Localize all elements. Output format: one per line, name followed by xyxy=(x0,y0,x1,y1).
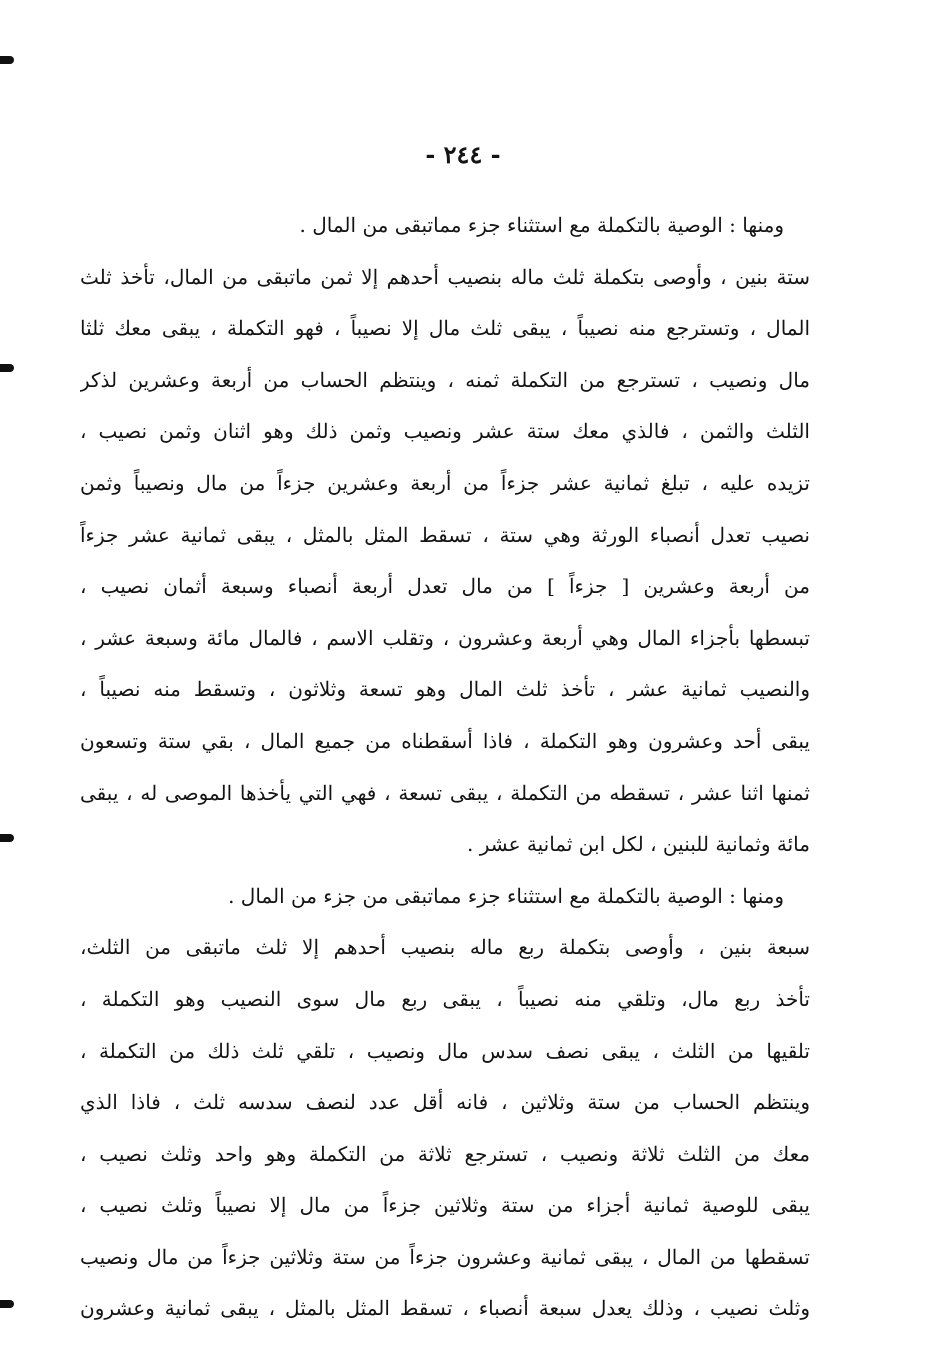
text-line: مائة وثمانية للبنين ، لكل ابن ثمانية عشر . xyxy=(466,832,810,857)
margin-mark-upper xyxy=(0,364,14,372)
page-text xyxy=(80,200,810,1335)
text-line: مال ونصيب ، تسترجع من التكملة ثمنه ، وينتظم الحساب من أربعة وعشرين لذكر xyxy=(80,367,810,392)
text-line: ستة بنين ، وأوصى بتكملة ثلث ماله بنصيب أحدهم إلا ثمن ماتبقى من المال، تأخذ ثلث xyxy=(80,264,810,289)
text-line: الثلث والثمن ، فالذي معك ستة عشر ونصيب وثمن ذلك وهو اثنان وثمن نصيب ، xyxy=(80,419,810,444)
text-line: تلقيها من الثلث ، يبقى نصف سدس مال ونصيب ، تلقي ثلث ذلك من التكملة ، xyxy=(80,1038,810,1063)
margin-mark-bottom xyxy=(0,1300,14,1308)
text-line: نصيب تعدل أنصباء الورثة وهي ستة ، تسقط المثل بالمثل ، يبقى ثمانية عشر جزءاً xyxy=(80,522,810,547)
text-line: سبعة بنين ، وأوصى بتكملة ربع ماله بنصيب أحدهم إلا ثلث ماتبقى من الثلث، xyxy=(80,935,810,960)
text-line: تزيده عليه ، تبلغ ثمانية عشر جزءاً من أربعة وعشرين جزءاً من مال ونصيباً وثمن xyxy=(80,470,810,495)
text-line: ثمنها اثنا عشر ، تسقطه من التكملة ، يبقى تسعة ، فهي التي يأخذها الموصى له ، يبقى xyxy=(80,780,810,805)
text-line: المال ، وتسترجع منه نصيباً ، يبقى ثلث مال إلا نصيباً ، فهو التكملة ، يبقى معك ثلثا xyxy=(80,316,810,341)
text-line: يبقى أحد وعشرون وهو التكملة ، فاذا أسقطناه من جميع المال ، بقي ستة وتسعون xyxy=(80,728,810,753)
page-number: - ٢٤٤ - xyxy=(425,140,501,169)
text-line: وينتظم الحساب من ستة وثلاثين ، فانه أقل عدد لنصف سدسه ثلث ، فاذا الذي xyxy=(80,1090,810,1115)
text-line: تأخذ ربع مال، وتلقي منه نصيباً ، يبقى ربع مال سوى النصيب وهو التكملة ، xyxy=(80,986,810,1011)
text-line: من أربعة وعشرين [ جزءاً ] من مال تعدل أربعة أنصباء وسبعة أثمان نصيب ، xyxy=(80,574,810,599)
text-line: وثلث نصيب ، وذلك يعدل سبعة أنصباء ، تسقط المثل بالمثل ، يبقى ثمانية وعشرون xyxy=(80,1296,810,1321)
text-line: والنصيب ثمانية عشر ، تأخذ ثلث المال وهو تسعة وثلاثون ، وتسقط منه نصيباً ، xyxy=(80,677,810,702)
margin-mark-top xyxy=(0,56,14,64)
text-line: تبسطها بأجزاء المال وهي أربعة وعشرون ، وتقلب الاسم ، فالمال مائة وسبعة عشر ، xyxy=(80,625,810,650)
margin-mark-middle xyxy=(0,834,14,842)
text-line: تسقطها من المال ، يبقى ثمانية وعشرون جزءاً من ستة وثلاثين جزءاً من مال ونصيب xyxy=(80,1244,810,1269)
section-heading-line: ومنها : الوصية بالتكملة مع استثناء جزء مماتبقى من المال . xyxy=(299,213,784,237)
text-line: يبقى للوصية ثمانية أجزاء من ستة وثلاثين جزءاً من مال إلا نصيباً وثلث نصيب ، xyxy=(80,1193,810,1218)
text-line: معك من الثلث ثلاثة ونصيب ، تسترجع ثلاثة من التكملة وهو واحد وثلث نصيب ، xyxy=(80,1141,810,1166)
section-heading-line: ومنها : الوصية بالتكملة مع استثناء جزء مماتبقى من جزء من المال . xyxy=(228,883,784,908)
